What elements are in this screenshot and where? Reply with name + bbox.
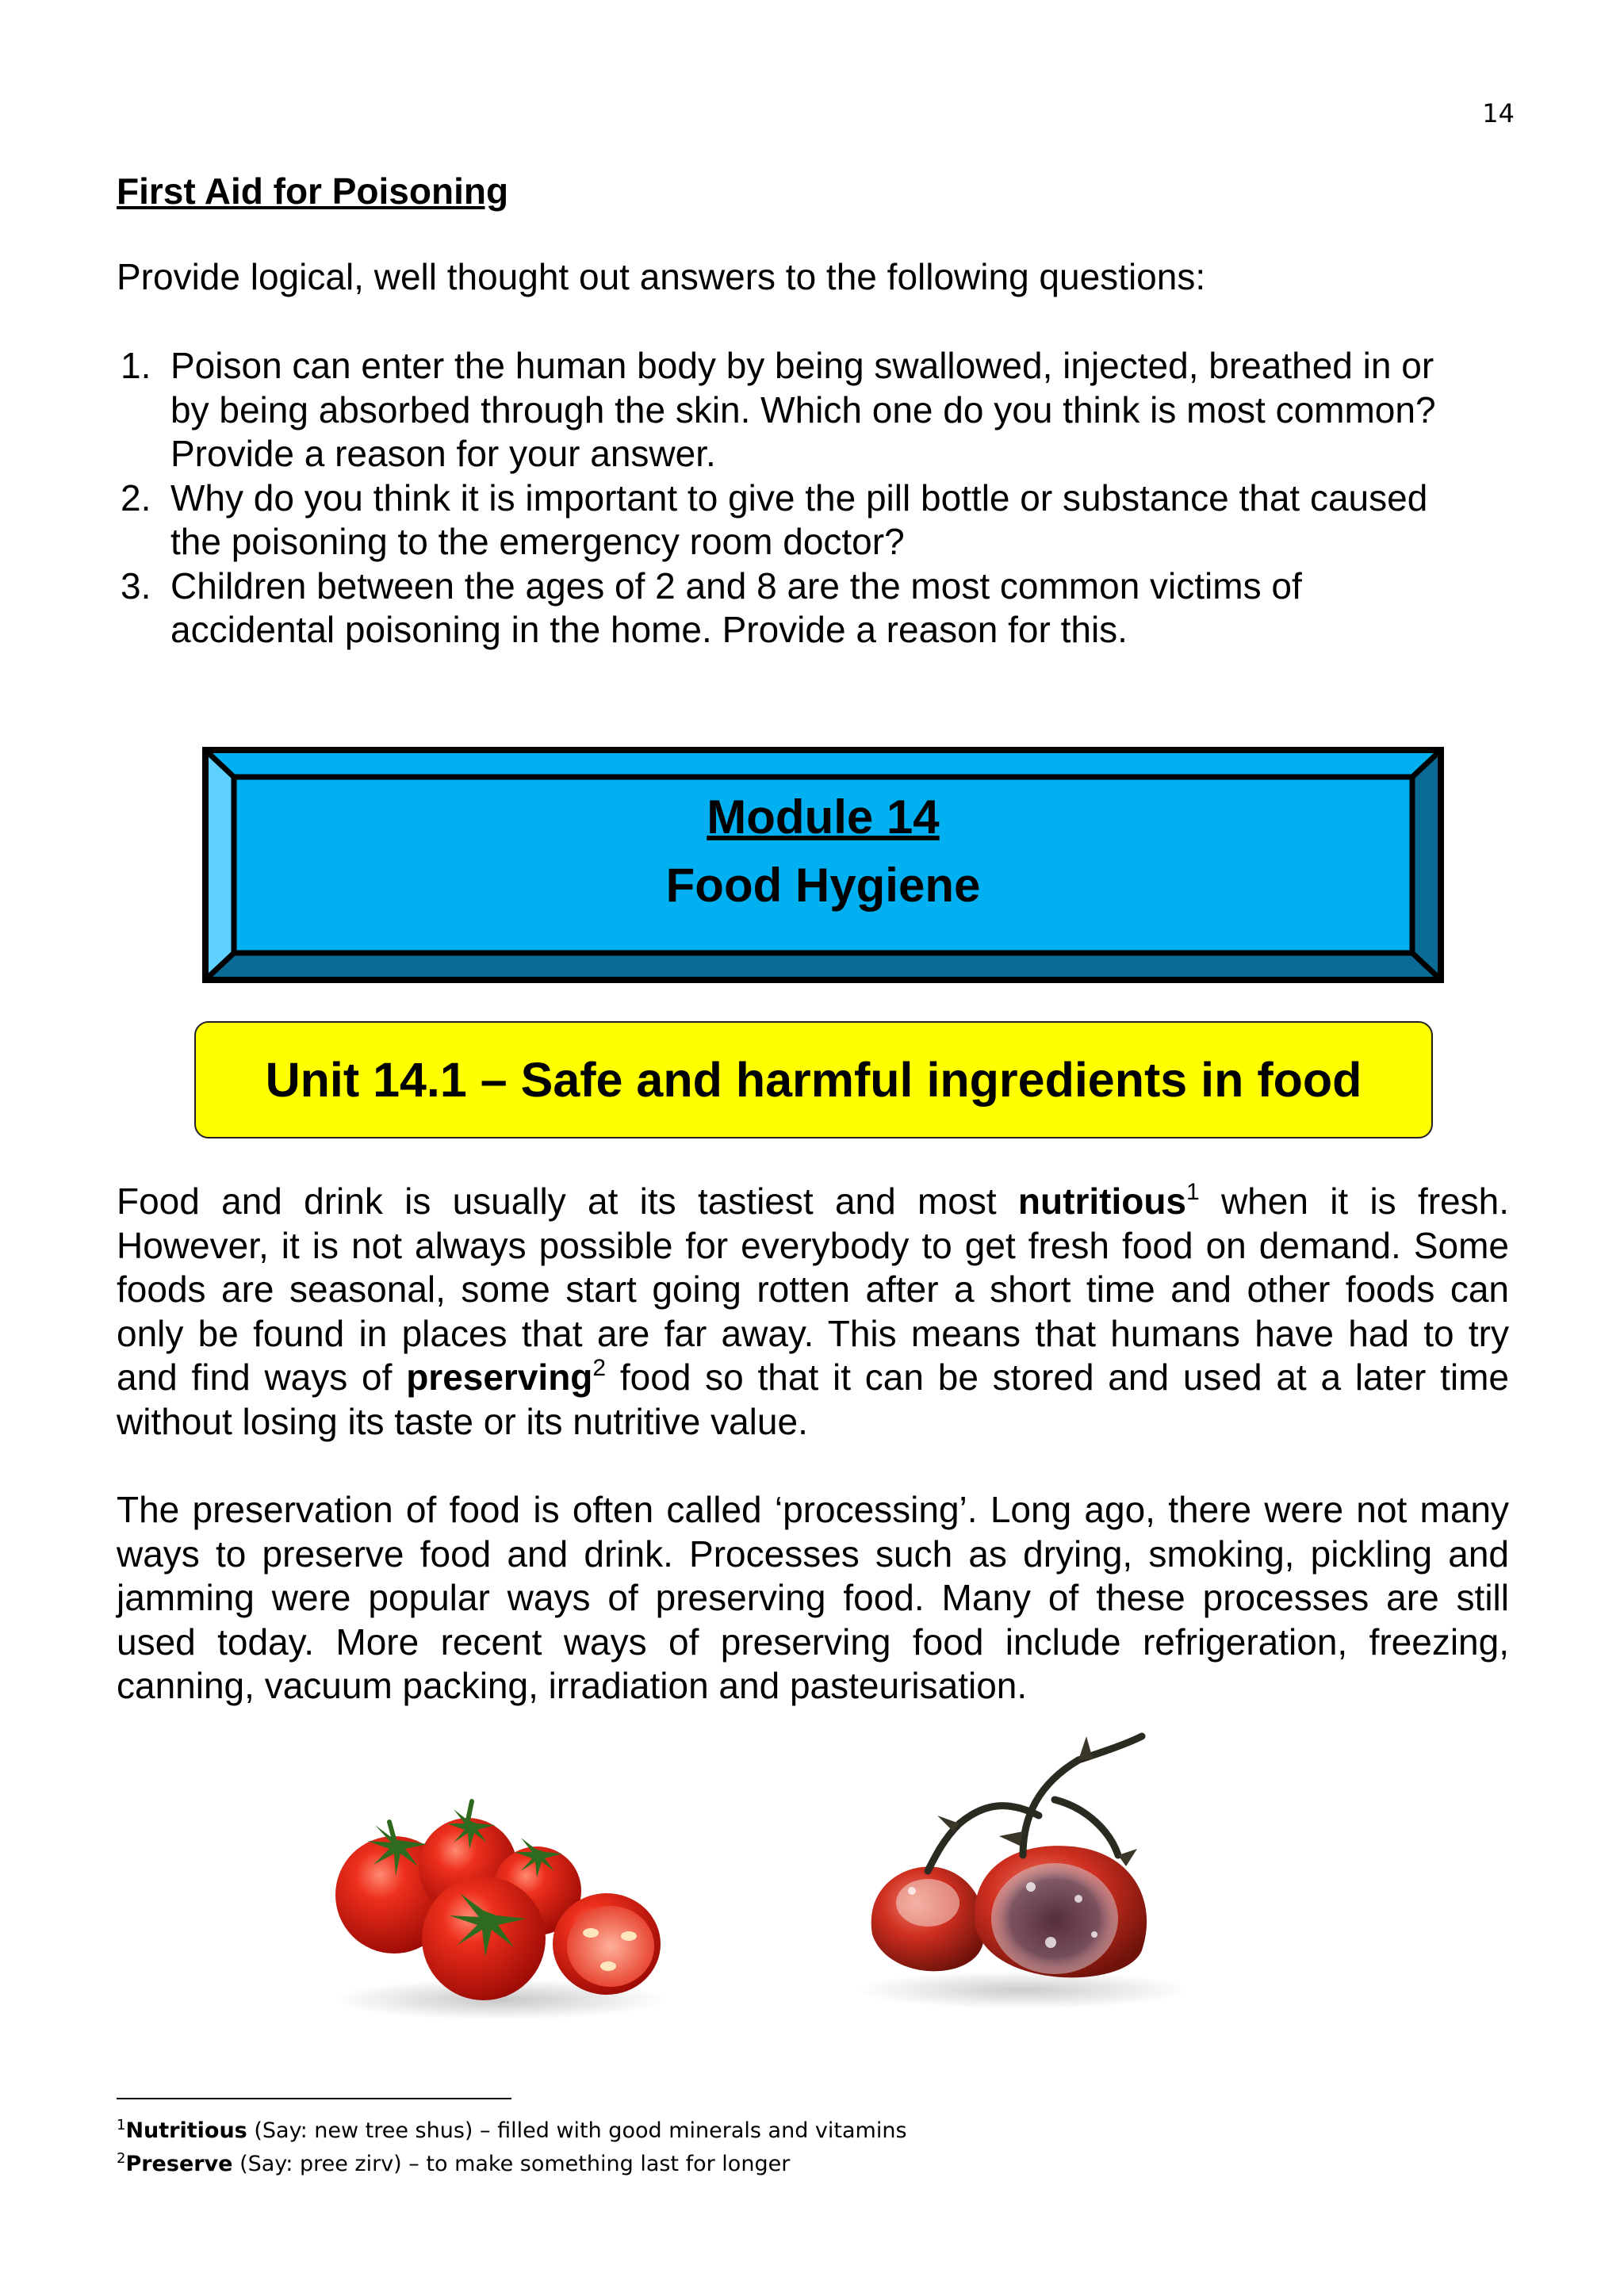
section-heading: First Aid for Poisoning xyxy=(117,170,509,212)
question-line: Why do you think it is important to give the pill bottle or substance that caused xyxy=(170,476,1428,519)
footnote xyxy=(117,2152,790,2176)
module-subtitle: Food Hygiene xyxy=(665,859,981,912)
question-line: Poison can enter the human body by being swallowed, injected, breathed in or xyxy=(170,345,1434,386)
unit-title: Unit 14.1 – Safe and harmful ingredients in food xyxy=(265,1053,1362,1107)
question-item xyxy=(117,564,1512,652)
glossary-term: nutritious xyxy=(1017,1181,1186,1222)
body-paragraph xyxy=(117,1180,1509,1444)
footnote-ref[interactable]: 1 xyxy=(1186,1179,1200,1205)
footnote-term: Preserve xyxy=(125,2152,233,2176)
footnote-number: 1 xyxy=(117,2117,126,2133)
text-run: food so that it can be stored and used at a later time without losing its taste or its nutritive value. xyxy=(117,1357,1510,1442)
text-run: Food and drink is usually at its tastiest and most xyxy=(117,1181,1018,1222)
fresh-tomatoes-image xyxy=(321,1792,670,2022)
question-line: the poisoning to the emergency room doctor? xyxy=(170,521,905,562)
module-title: Module 14 xyxy=(707,790,940,844)
page-number: 14 xyxy=(1482,98,1515,128)
question-number: 1. xyxy=(121,345,151,386)
intro-text: Provide logical, well thought out answers to the following questions: xyxy=(117,256,1206,297)
footnote-text: (Say: new tree shus) – filled with good minerals and vitamins xyxy=(247,2118,907,2143)
footnote-ref[interactable]: 2 xyxy=(592,1355,607,1381)
footnote-term: Nutritious xyxy=(125,2118,247,2143)
footnote-text: (Say: pree zirv) – to make something last for longer xyxy=(232,2152,791,2176)
question-list xyxy=(117,344,1512,652)
footnote-number: 2 xyxy=(117,2150,126,2167)
question-number: 2. xyxy=(121,476,151,519)
question-line: Children between the ages of 2 and 8 are the most common victims of xyxy=(170,564,1302,607)
question-line: Provide a reason for your answer. xyxy=(170,433,716,474)
footnote xyxy=(117,2118,907,2143)
question-line: by being absorbed through the skin. Which one do you think is most common? xyxy=(170,388,1436,430)
rotten-tomatoes-image xyxy=(841,1728,1213,2014)
question-line: accidental poisoning in the home. Provide a reason for this. xyxy=(170,609,1128,650)
question-number: 3. xyxy=(121,564,151,607)
glossary-term: preserving xyxy=(406,1357,593,1398)
question-item xyxy=(117,476,1512,564)
text-run: when it is fresh. However, it is not always possible for everybody to get fresh food on demand. Some foods are seasonal, some start going rotten after a short time and other foods can only be found in places that are far away. This means that humans have had to try and find ways of xyxy=(117,1181,1509,1398)
body-paragraph: The preservation of food is often called ‘processing’. Long ago, there were not many ways to preserve food and drink. Processes such as drying, smoking, pickling and jamming were popular ways of preserving food. Many of these processes are still used today. More recent ways of preserving food include refrigeration, freezing, canning, vacuum packing, irradiation and pasteurisation. xyxy=(117,1489,1509,1706)
question-item xyxy=(117,344,1512,476)
footnote-separator xyxy=(117,2098,511,2099)
unit-banner xyxy=(194,1021,1433,1138)
